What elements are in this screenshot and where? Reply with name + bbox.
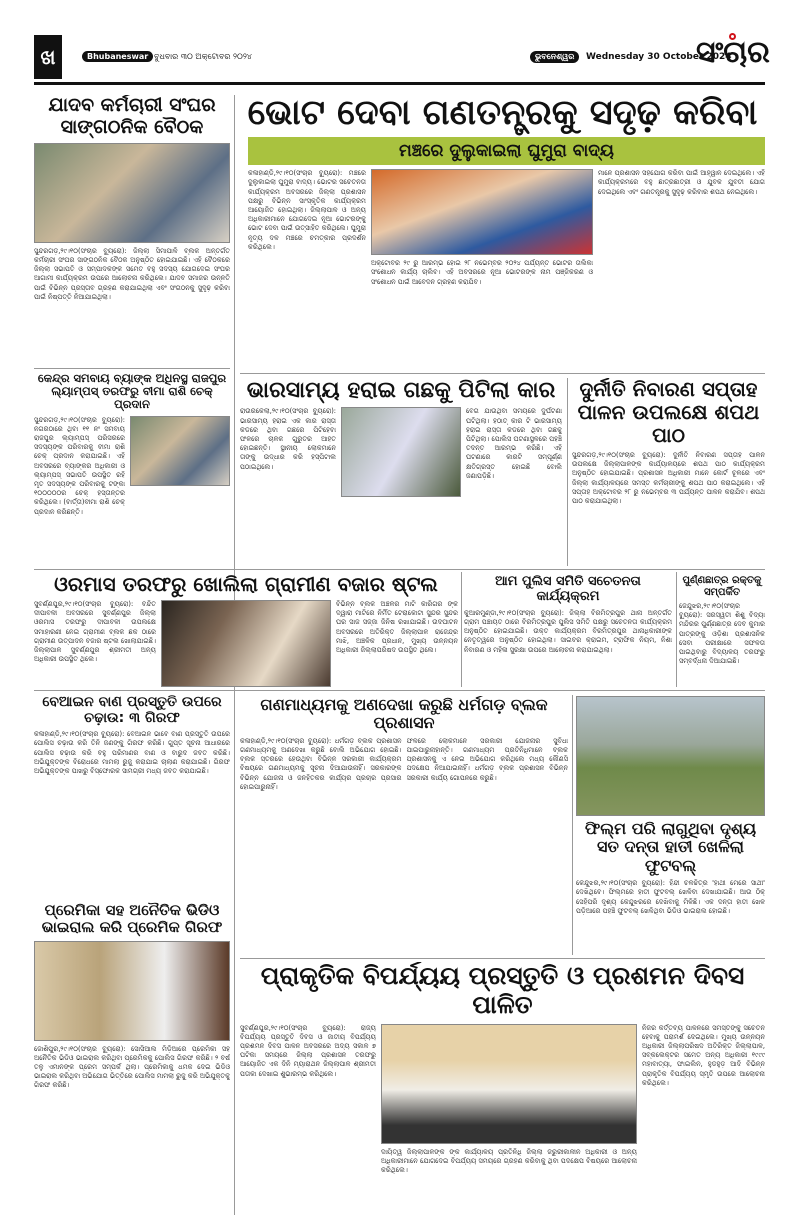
photo-vote-event <box>371 169 593 255</box>
headline-crackers: ବେଆଇନ ବାଣ ପ୍ରସ୍ତୁତି ଉପରେ ଚଢ଼ାଉ: ୩ ଗିରଫ <box>42 694 222 727</box>
headline-media: ଗଣମାଧ୍ୟମକୁ ଅଣଦେଖା କରୁଛି ଧର୍ମଗଡ଼ ବ୍ଲକ ପ୍ରଶାସନ <box>260 696 548 733</box>
headline-elephant: ଫିଲ୍ମ ପରି ଲାଗୁଥିବା ଦୃଶ୍ୟ ସତ ଦନ୍ତା ହାତୀ ଖେଳିଲା ଫୁଟବଲ୍ <box>584 819 757 875</box>
body-disaster-3: ନିଜର କର୍ତ୍ତବ୍ୟ ପାଳନରେ ସମସ୍ତଙ୍କୁ ସଚେତନ ହେବାକୁ ପରାମର୍ଶ ଦେଇଥିଲେ। ମୁଖ୍ୟ ଉନ୍ନୟନ ଅଧିକାରୀ ଜିଲ୍ଲାପରିଷଦ ଅତିରିକ୍ତ ଜିଲ୍ଲାପାଳ, ସବ୍‌କଲେକ୍ଟର ସମେତ ଅନ୍ୟ ଅଧିକାରୀ ୧୯୯୯ ମହାବାତ୍ୟା, ଫାଇଲିନ, ହୁଡହୁଡ଼ ଆଦି ବିଭିନ୍ନ ପ୍ରାକୃତିକ ବିପର୍ଯ୍ୟୟ ସ୍ମୃତି ଉପରେ ଆଲୋଚନା କରିଥିଲେ। <box>642 1023 765 1087</box>
body-alumni: ଜେନ୍ଦୁଝର,୨୯।୧୦(ସଂଚାର ବ୍ୟୁରୋ): ସରସ୍ୱତୀ ଶିଶୁ ବିଦ୍ୟା ମନ୍ଦିରର ପୁର୍ଣ୍ଣଛାତ୍ର ଦେବ କୁମାର ପାତ୍ରଙ୍କୁ ଓଡ଼ିଶା ପ୍ରଶାସନିକ ସେବା ପରୀକ୍ଷାରେ ସଫଳତା ପାଇଥିବାରୁ ବିଦ୍ୟାଳୟ ତରଫରୁ ସମ୍ବର୍ଦ୍ଧନା ଦିଆଯାଇଛି। <box>679 602 765 666</box>
divider <box>34 569 765 570</box>
headline-police: ଆମ ପୁଲିସ ସମିତି ସଚେତନତା କାର୍ଯ୍ୟକ୍ରମ <box>495 575 641 604</box>
article-lover <box>34 902 230 1218</box>
newspaper-logo: ସଂଚାର <box>696 35 770 70</box>
article-vote <box>240 93 765 370</box>
body-ormas-2: ବିଭିନ୍ନ ବ୍ଲକ ଅଞ୍ଚଳର ମାଟି କାରିଗର ଙ୍କ ଦ୍ୱାରା ମାଟିରେ ନିର୍ମିତ ଟେରାକୋଟା ସୁନ୍ଦର ସୁନ୍ଦର ଘର ସାଜ ସଜ୍ଜା ଜିନିଷ ରଖାଯାଇଛି। ଉଦଘାଟନ ଅବସରରେ ଅତିରିକ୍ତ ଜିଲ୍ଲାପାଳ ରାଜେନ୍ଦ୍ର ମାଝି, ଅଞ୍ଚଳିକ ପ୍ରଧାନ, ମୁଖ୍ୟ ଉନ୍ନୟନ ଅଧିକାରୀ ଜିଲ୍ଲାପରିଷଦ ଉପସ୍ଥିତ ଥିଲେ। <box>336 600 458 655</box>
photo-ormas-stall <box>161 600 331 687</box>
divider <box>34 368 230 369</box>
body-car-1: ରାଉରକେଲା,୨୯।୧୦(ସଂଚାର ବ୍ୟୁରୋ): ଭାରସାମ୍ୟ ହରାଇ ଏକ କାର ରାସ୍ତା କଡରେ ଥିବା ଗଛରେ ପିଟିହେବା ଫଳରେ ଚାଳକ ଗୁରୁତର ଆହତ ହୋଇଛନ୍ତି। ସ୍ଥାନୀୟ ଲୋକମାନେ ତାଙ୍କୁ ଉଦ୍ଧାର କରି ହସ୍ପିଟାଲ ପଠାଇଥିଲେ। <box>240 407 336 471</box>
page-header <box>34 35 770 85</box>
body-vote-2: ଅକ୍ଟୋବର ୨୯ ରୁ ଆରମ୍ଭ ହୋଇ ୨୮ ନଭେମ୍ବର ୨୦୨୪ ପର୍ଯ୍ୟନ୍ତ ଭୋଟର ତାଲିକା ସଂଶୋଧନ କାର୍ଯ୍ୟ ଚାଲିବ। ଏହି ଅବସରରେ ନୂଆ ଭୋଟରଙ୍କ ନାମ ପଞ୍ଜିକରଣ ଓ ସଂଶୋଧନ ପାଇଁ ଆବେଦନ ଗ୍ରହଣ କରାଯିବ। <box>371 259 593 286</box>
city-or-badge: ଭୁବନେଶ୍ୱର <box>530 51 579 63</box>
photo-car-crash <box>341 407 461 497</box>
city-en-badge: Bhubaneswar <box>82 51 153 62</box>
headline-ormas: ଓରମାସ ତରଫରୁ ଖୋଲିଲା ଗ୍ରାମୀଣ ବଜାର ଷ୍ଟଲ <box>54 573 438 596</box>
headline-lover: ପ୍ରେମିକା ସହ ଅନୈତିକ ଭିଡିଓ ଭାଇରାଲ କରି ପ୍ରେମିକ ଗିରଫ <box>41 902 223 937</box>
article-alumni <box>679 575 765 687</box>
body-police: କୁଆରମୁଣ୍ଡା,୨୯।୧୦(ସଂଚାର ବ୍ୟୁରୋ): ଜିଲ୍ଲା ବିରମିତ୍ରପୁର ଥାନା ଅନ୍ତର୍ଗତ ଗ୍ରାମ ପଞ୍ଚାୟତ ଠାରେ ବିରମିତ୍ରପୁର ପୁଲିସ ସମିତି ପକ୍ଷରୁ ସଚେତନତା କାର୍ଯ୍ୟକ୍ରମ ଅନୁଷ୍ଠିତ ହୋଇଯାଇଛି। ଉକ୍ତ କାର୍ଯ୍ୟକ୍ରମ ବିରମିତ୍ରପୁର ଥାନାଧିକାରୀଙ୍କ ନେତୃତ୍ୱରେ ଅନୁଷ୍ଠିତ ହୋଇଥିଲା। ସାଇବର କ୍ରାଇମ, ଟ୍ରାଫିକ ନିୟମ, ନିଶା ନିବାରଣ ଓ ମହିଳା ସୁରକ୍ଷା ଉପରେ ଆଲୋଚନା କରାଯାଇଥିଲା। <box>464 608 672 654</box>
date-odia: ବୁଧବାର ୩୦ ଅକ୍ଟୋବର ୨୦୨୪ <box>154 52 252 61</box>
body-vigilance: ସୁନ୍ଦରଗଡ଼,୨୯।୧୦(ସଂଚାର ବ୍ୟୁରୋ): ଦୁର୍ନୀତି ନିବାରଣ ସପ୍ତାହ ପାଳନ ଉପଲକ୍ଷେ ଜିଲ୍ଲାପାଳଙ୍କ କାର୍ଯ୍ୟାଳୟରେ ଶପଥ ପାଠ କାର୍ଯ୍ୟକ୍ରମ ଅନୁଷ୍ଠିତ ହୋଇଯାଇଛି। ପ୍ରଶାସନ ଅଧିକାରୀ ମାନେ କୋର୍ଟ ଚୂଳରେ ଏବଂ ଜିଲ୍ଲା କାର୍ଯ୍ୟାଳୟରେ ସମସ୍ତ କର୍ମଚାରୀଙ୍କୁ ଶପଥ ପାଠ କରାଇଥିଲେ। ଏହି ସପ୍ତାହ ଅକ୍ଟୋବର ୨୮ ରୁ ନଭେମ୍ବର ୩ ପର୍ଯ୍ୟନ୍ତ ପାଳନ କରାଯିବ। ଶପଥ ପାଠ କରାଯାଇଥିଲା। <box>572 451 765 506</box>
divider <box>567 378 568 566</box>
photo-disaster-meeting <box>381 1024 637 1144</box>
divider <box>461 572 462 687</box>
article-elephant <box>576 696 765 954</box>
body-disaster-2: ଦାୟିତ୍ୱ ଜିଲ୍ଲାପାଳଙ୍କ ଙ୍କ କାର୍ଯ୍ୟାଳୟ ପ୍ରତିନିଧି ଜିଲ୍ଲା ଜରୁରୀକାଳୀନ ଅଧିକାରୀ ଓ ଅନ୍ୟ ଅଧିକାରୀମାନେ ଯୋଗଦେଇ ବିପର୍ଯ୍ୟୟ ସମୟରେ ଗ୍ରହଣ କରିବାକୁ ଥିବା ପଦକ୍ଷେପ ବିଷୟରେ ଆଲୋଚନା କରିଥିଲେ। <box>381 1147 637 1174</box>
body-ormas-1: ସୁବର୍ଣ୍ଣପୁର,୨୯।୧୦(ସଂଚାର ବ୍ୟୁରୋ): ବନ୍ଦିତ ଦୀପାବଳୀ ଅବସରରେ ସୁବର୍ଣ୍ଣପୁର ଜିଲ୍ଲା ଓରମାସ ତରଫରୁ ଦୀପାବଳୀ ଉପଲକ୍ଷେ ସମାହାରଣୀ ନେଇ ଗ୍ରାମୀଣ ବ୍ଲକ ଛକ ଠାରେ ଗ୍ରାମୀଣ ଉତ୍ପାଦନ ବଜାର ଷ୍ଟଲ ଖୋଲାଯାଇଛି। ଜିଲ୍ଲାପାଳ ସୁବର୍ଣ୍ଣପୁର ଶ୍ରୀମତୀ ଅନ୍ୟ ଅଧିକାରୀ ଉପସ୍ଥିତ ଥିଲେ। <box>34 600 156 664</box>
logo-red-dot <box>729 33 736 40</box>
headline-car: ଭାରସାମ୍ୟ ହରାଇ ଗଛକୁ ପିଟିଲା କାର <box>246 378 556 403</box>
body-car-2: ବେଗ ଯାଉଥିବା ସମୟରେ ଦୁର୍ଘଟଣା ଘଟିଥିଲା। ହଠାତ୍ କାର ଟି ଭାରସାମ୍ୟ ହରାଇ ରାସ୍ତା କଡରେ ଥିବା ଗଛକୁ ପିଟିଥିଲା। ପୋଲିସ ଘଟଣାସ୍ଥଳରେ ପହଞ୍ଚି ତଦନ୍ତ ଆରମ୍ଭ କରିଛି। ଏହି ଘଟଣାରେ କାରଟି ସମ୍ପୂର୍ଣ୍ଣ କ୍ଷତିଗ୍ରସ୍ତ ହୋଇଛି ବୋଲି ଜଣାପଡ଼ିଛି। <box>466 407 562 480</box>
photo-cheque <box>130 416 230 486</box>
body-lamps: ସୁନ୍ଦରଗଡ଼,୨୯।୧୦(ସଂଚାର ବ୍ୟୁରୋ): ନଗରଠାରେ ଥିବା ୧୧ ନଂ ସମବାୟ ରାଜପୁର ଲ୍ୟାମ୍ପସ୍ ପରିସରରେ ସଦସ୍ୟଙ୍କ ପରିବାରକୁ ବୀମା ରାଶି ଚେକ୍ ପ୍ରଦାନ କରାଯାଇଛି। ଏହି ଅବସରରେ ବ୍ୟାଙ୍କର ଅଧିକାରୀ ଓ ଲ୍ୟାମ୍ପସ୍ ସଭାପତି ଉପସ୍ଥିତ ରହି ମୃତ ସଦସ୍ୟଙ୍କ ପରିବାରକୁ ଟଙ୍କା ୧୦୦୦୦୦ର ଚେକ୍ ହସ୍ତାନ୍ତର କରିଥିଲେ। (ବାର୍ତ୍ତା)ବୀମା ରାଶି ଚେକ୍ ପ୍ରଦାନ କରିଛନ୍ତି। <box>34 415 125 516</box>
article-ormas <box>34 573 458 687</box>
photo-arrest <box>34 941 230 1041</box>
article-disaster <box>240 962 765 1218</box>
headline-vigilance: ଦୁର୍ନୀତି ନିବାରଣ ସପ୍ତାହ ପାଳନ ଉପଲକ୍ଷେ ଶପଥ ପାଠ <box>577 378 760 447</box>
divider <box>572 695 573 955</box>
headline-vote: ଭୋଟ ଦେବା ଗଣତନ୍ତ୍ରକୁ ସଦୃଢ଼ କରିବା <box>247 93 758 133</box>
photo-elephant-football <box>576 696 765 816</box>
body-vote-3: ମାନେ ପ୍ରଶାସନ ସହଯୋଗ କରିବା ପାଇଁ ଆହ୍ୱାନ ଦେଇଥିଲେ। ଏହି କାର୍ଯ୍ୟକ୍ରମରେ ବହୁ ଛାତ୍ରଛାତ୍ରୀ ଓ ଯୁବକ ଯୁବତୀ ଯୋଗ ଦେଇଥିଲେ ଏବଂ ଗଣତନ୍ତ୍ରକୁ ସୁଦୃଢ଼ କରିବାର ଶପଥ ନେଇଥିଲେ। <box>598 169 765 196</box>
divider <box>34 690 765 691</box>
date-en: Wednesday 30 October 2024 <box>586 52 732 62</box>
article-crackers <box>34 694 230 898</box>
article-police <box>464 575 672 687</box>
article-yadav <box>34 95 230 365</box>
headline-disaster: ପ୍ରାକୃତିକ ବିପର୍ଯ୍ୟୟ ପ୍ରସ୍ତୁତି ଓ ପ୍ରଶମନ ଦିବସ ପାଳିତ <box>260 962 745 1019</box>
article-car <box>240 378 562 566</box>
body-crackers: କଳାହାଣ୍ଡି,୨୯।୧୦(ସଂଚାର ବ୍ୟୁରୋ): ବେଆଇନ ଭାବେ ବାଣ ପ୍ରସ୍ତୁତି ଉପରେ ପୋଲିସ ଚଢ଼ାଉ କରି ତିନି ଜଣଙ୍କୁ ଗିରଫ କରିଛି। ଗୁପ୍ତ ସୂଚନା ଆଧାରରେ ପୋଲିସ ଚଢ଼ାଉ କରି ବହୁ ପରିମାଣର ବାଣ ଓ ବାରୁଦ ଜବତ କରିଛି। ଅଭିଯୁକ୍ତଙ୍କ ବିରୋଧରେ ମାମଲା ରୁଜୁ କରାଯାଇ ଚାଲାଣ କରାଯାଇଛି। ଗିରଫ ଅଭିଯୁକ୍ତଙ୍କ ପାଖରୁ ବିସ୍ଫୋରକ ସାମଗ୍ରୀ ମଧ୍ୟ ଜବତ କରାଯାଇଛି। <box>34 730 230 775</box>
page-letter: ଖ <box>34 35 62 79</box>
body-yadav: ସୁନ୍ଦରଗଡ଼,୨୯।୧୦(ସଂଚାର ବ୍ୟୁରୋ): ଜିଲ୍ଲା ସିମାପାଳି ବ୍ଲକ ଅନ୍ତର୍ଗତ କର୍ମଚାରୀ ସଂଘର ସାଙ୍ଗଠନିକ ବୈଠକ ଅନୁଷ୍ଠିତ ହୋଇଯାଇଛି। ଏହି ବୈଠକରେ ଜିଲ୍ଲା ସଭାପତି ଓ ସମ୍ପାଦକଙ୍କ ସମେତ ବହୁ ସଦସ୍ୟ ଯୋଗଦେଇ ସଂଘର ଆଗାମୀ କାର୍ଯ୍ୟକ୍ରମ ଉପରେ ଆଲୋଚନା କରିଥିଲେ। ଯାଦବ ସମାଜର ଉନ୍ନତି ପାଇଁ ବିଭିନ୍ନ ପ୍ରସ୍ତାବ ଗ୍ରହଣ କରାଯାଇଥିଲା ଏବଂ ସଂଗଠନକୁ ସୁଦୃଢ଼ କରିବା ପାଇଁ ନିଷ୍ପତ୍ତି ନିଆଯାଇଥିଲା। <box>34 246 230 301</box>
divider <box>676 572 677 687</box>
subhead-vote: ମଞ୍ଚରେ ଦୁଲୁକାଇଲା ଘୁମୁରା ବାଦ୍ୟ <box>248 137 765 165</box>
body-lover: ଜୋଶିପୁର,୨୯।୧୦(ସଂଚାର ବ୍ୟୁରୋ): ସୋସିଆଲ ମିଡ଼ିଆରେ ପ୍ରେମିକା ସହ ଅନୈତିକ ଭିଡିଓ ଭାଇରାଲ କରିଥିବା ପ୍ରେମିକକୁ ପୋଲିସ ଗିରଫ କରିଛି। ୨ ବର୍ଷ ତଳୁ ଏମାନଙ୍କ ପ୍ରେମ ସମ୍ପର୍କ ଥିଲା। ପ୍ରେମିକାକୁ ଧମକ ଦେଇ ଭିଡିଓ ଭାଇରାଲ କରିଥିବା ଅଭିଯୋଗ ଭିତ୍ତିରେ ପୋଲିସ ମାମଲା ରୁଜୁ କରି ଅଭିଯୁକ୍ତକୁ ଗିରଫ କରିଛି। <box>34 1044 230 1090</box>
article-media <box>240 696 568 954</box>
body-vote-1: କଳାହାଣ୍ଡି,୨୯।୧୦(ସଂଚାର ବ୍ୟୁରୋ): ମଞ୍ଚରେ ଦୁଲୁକାଇଲା ଘୁମୁରା ବାଦ୍ୟ। ଭୋଟର ସଚେତନତା କାର୍ଯ୍ୟକ୍ରମ ଅବସରରେ ଜିଲ୍ଲା ପ୍ରଶାସନ ପକ୍ଷରୁ ବିଭିନ୍ନ ସାଂସ୍କୃତିକ କାର୍ଯ୍ୟକ୍ରମ ଆୟୋଜିତ ହୋଇଥିଲା। ଜିଲ୍ଲାପାଳ ଓ ଅନ୍ୟ ଅଧିକାରୀମାନେ ଯୋଗଦେଇ ନୂଆ ଭୋଟରଙ୍କୁ ଭୋଟ ଦେବା ପାଇଁ ଉତ୍ସାହିତ କରିଥିଲେ। ଘୁମୁରା ନୃତ୍ୟ ଦଳ ମଞ୍ଚରେ ଚମତ୍କାର ପ୍ରଦର୍ଶନ କରିଥିଲେ। <box>248 169 366 251</box>
headline-alumni: ପୁର୍ଣ୍ଣଛାତ୍ର ରକ୍ତକୁ ସମ୍ପର୍କିତ <box>682 575 762 598</box>
headline-lamps: କେନ୍ଦ୍ର ସମବାୟ ବ୍ୟାଙ୍କ ଅଧିନସ୍ଥ ରାଜପୁର ଲ୍ୟାମ୍ପସ୍ ତରଫରୁ ବୀମା ରାଶି ଚେକ୍ ପ୍ରଦାନ <box>37 372 227 412</box>
divider <box>240 958 765 959</box>
article-lamps <box>34 372 230 564</box>
body-media-1: କଳାହାଣ୍ଡି,୨୯।୧୦(ସଂଚାର ବ୍ୟୁରୋ): ଧର୍ମଗଡ଼ ବ୍ଲକ ପ୍ରଶାସନ ଗଣମାଧ୍ୟମକୁ ଅଣଦେଖା କରୁଛି ବୋଲି ଅଭିଯୋଗ ହୋଇଛି। ବ୍ଲକ ସ୍ତରରେ ହେଉଥିବା ବିଭିନ୍ନ ସରକାରୀ କାର୍ଯ୍ୟକ୍ରମ ବିଷୟରେ ଗଣମାଧ୍ୟମକୁ ସୂଚନା ଦିଆଯାଉନାହିଁ। ସରକାରଙ୍କ ବିଭିନ୍ନ ଯୋଜନା ଓ ଜନହିତକର କାର୍ଯ୍ୟର ପ୍ରଚାର ପ୍ରସାର ହୋଇପାରୁନାହିଁ। <box>240 736 402 791</box>
divider <box>240 373 765 374</box>
body-disaster-1: ସୁବର୍ଣ୍ଣପୁର,୨୯।୧୦(ସଂଚାର ବ୍ୟୁରୋ): ରାଜ୍ୟ ବିପର୍ଯ୍ୟୟ ପ୍ରସ୍ତୁତି ଦିବସ ଓ ଜାତୀୟ ବିପର୍ଯ୍ୟୟ ପ୍ରଶମନ ଦିବସ ପାଳନ ଅବସରରେ ଅଦ୍ୟ ସକାଳ ୭ ଘଟିକା ସମୟରେ ଜିଲ୍ଲା ପ୍ରଶାସନ ତରଫରୁ ଆୟୋଜିତ ଏକ ଦିନି ମ୍ୟାରାଥନ ଜିଲ୍ଲାପାଳ ଶ୍ରୀମତୀ ପତାକା ଦେଖାଇ ଶୁଭାରମ୍ଭ କରିଥିଲେ। <box>240 1023 376 1078</box>
headline-yadav: ଯାଦବ କର୍ମଚାରୀ ସଂଘର ସାଙ୍ଗଠନିକ ବୈଠକ <box>48 95 216 138</box>
article-vigilance <box>572 378 765 566</box>
photo-yadav-meeting <box>34 143 230 243</box>
body-media-2: ଫଳରେ ଲୋକମାନେ ସରକାରୀ ଯୋଜନାର ସୁବିଧା ପାଇପାରୁନାହାନ୍ତି। ଗଣମାଧ୍ୟମ ପ୍ରତିନିଧିମାନେ ବ୍ଲକ ପ୍ରଶାସନକୁ ଏ ନେଇ ଅଭିଯୋଗ କରିଥିଲେ ମଧ୍ୟ କୌଣସି ପଦକ୍ଷେପ ନିଆଯାଇନାହିଁ। ଧର୍ମଗଡ଼ ବ୍ଲକ ପ୍ରଶାସନ ବିଭିନ୍ନ ସରକାରୀ କାର୍ଯ୍ୟ ଗୋପନରେ କରୁଛି। <box>406 736 568 782</box>
body-elephant: କେନ୍ଦୁଝର,୨୯।୧୦(ସଂଚାର ବ୍ୟୁରୋ): ହିନ୍ଦୀ ଚଳଚ୍ଚିତ୍ର 'ହାଥୀ ମେରେ ସାଥୀ' ଦେଖିଥିବେ। ଫିଲ୍ମରେ ହାତୀ ଫୁଟବଲ୍ ଖେଳିବା ଦେଖାଯାଇଛି। ଆଉ ଠିକ୍ ସେହିପରି ଦୃଶ୍ୟ କେନ୍ଦୁଝରରେ ଦେଖିବାକୁ ମିଳିଛି। ଏକ ଦନ୍ତା ହାତୀ ଖେଳ ପଡ଼ିଆରେ ପହଞ୍ଚି ଫୁଟବଲ୍ ଖେଳିଥିବା ଭିଡିଓ ଭାଇରାଲ ହୋଇଛି। <box>576 879 765 915</box>
